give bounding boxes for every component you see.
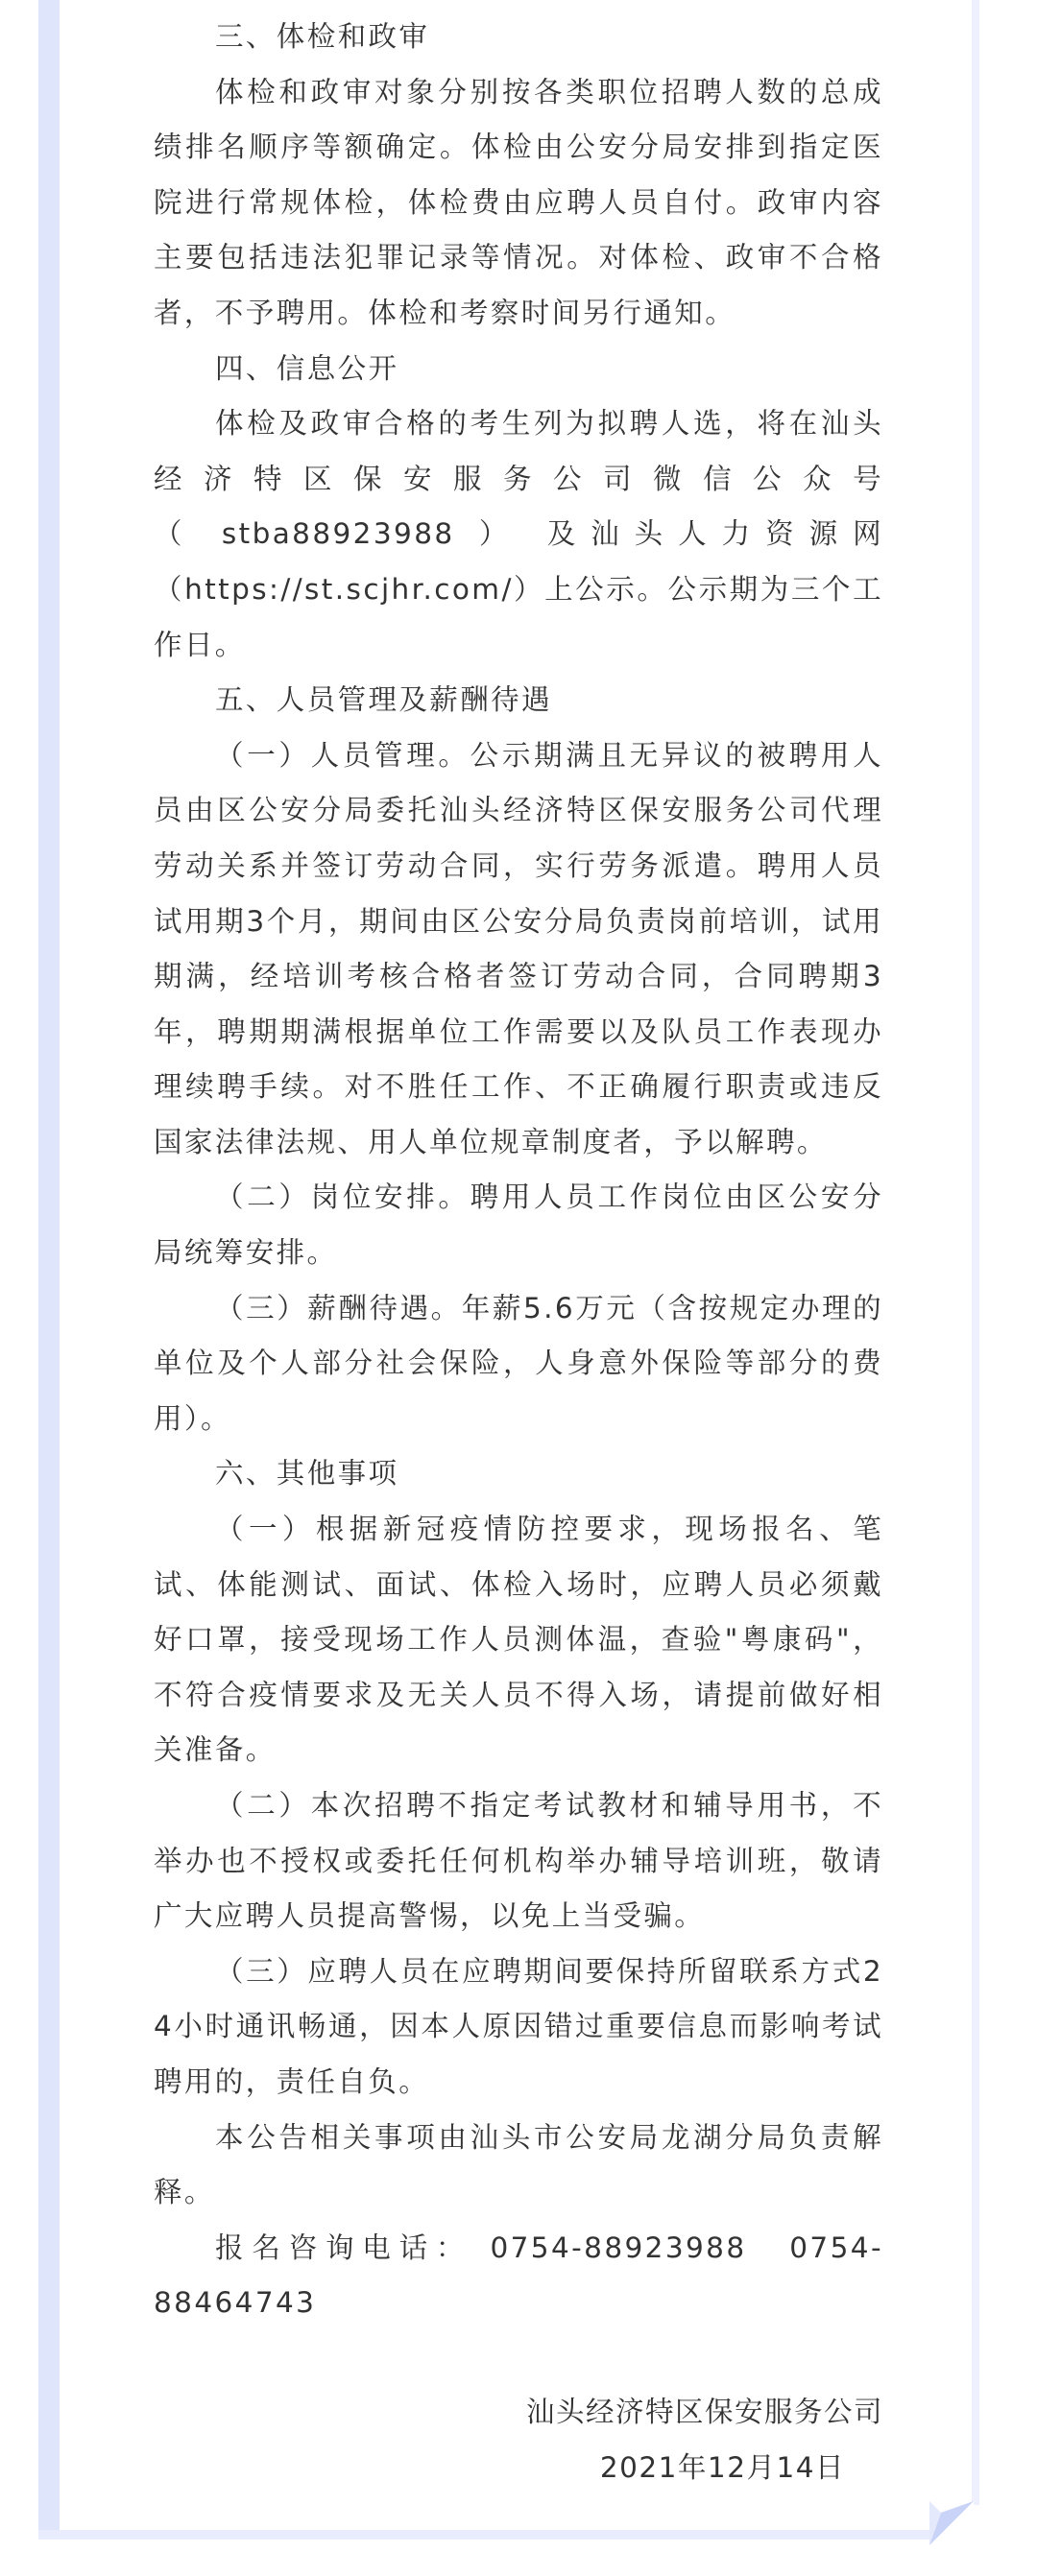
other-matters-item-2: （二）本次招聘不指定考试教材和辅导用书，不举办也不授权或委托任何机构举办辅导培训班，敬请广大应聘人员提高警惕，以免上当受骗。 [154, 1789, 883, 1933]
left-decorative-border [38, 0, 60, 2534]
personnel-management-item-1: （一）人员管理。公示期满且无异议的被聘用人员由区公安分局委托汕头经济特区保安服务公司代理劳动关系并签订劳动合同，实行劳务派遣。聘用人员试用期3个月，期间由区公安分局负责岗前培训，试用期满，经培训考核合格者签订劳动合同，合同聘期3年，聘期期满根据单位工作需要以及队员工作表现办理续聘手续。对不胜任工作、不正确履行职责或违反国家法律法规、用人单位规章制度者，予以解聘。 [154, 738, 883, 1158]
personnel-management-item-3: （三）薪酬待遇。年薪5.6万元（含按规定办理的单位及个人部分社会保险，人身意外保险等部分的费用）。 [154, 1291, 883, 1435]
section-heading-personnel-management: 五、人员管理及薪酬待遇 [215, 683, 552, 717]
section-body-physical-exam: 体检和政审对象分别按各类职位招聘人数的总成绩排名顺序等额确定。体检由公安分局安排到指定医院进行常规体检，体检费由应聘人员自付。政审内容主要包括违法犯罪记录等情况。对体检、政审不合格者，不予聘用。体检和考察时间另行通知。 [154, 75, 883, 329]
info-disclosure-line-2: 经济特区保安服务公司微信公众号 [154, 462, 883, 495]
page-fold-corner-icon [929, 2501, 974, 2545]
signature-organization: 汕头经济特区保安服务公司 [525, 2395, 883, 2428]
other-matters-item-1: （一）根据新冠疫情防控要求，现场报名、笔试、体能测试、面试、体检入场时，应聘人员必须戴好口罩，接受现场工作人员测体温，查验"粤康码"，不符合疫情要求及无关人员不得入场，请提前做好相关准备。 [154, 1513, 883, 1767]
contact-phone-line-1: 报名咨询电话： 0754-88923988 0754- [215, 2230, 883, 2264]
section-heading-info-disclosure: 四、信息公开 [215, 351, 399, 385]
right-decorative-border [972, 0, 979, 2505]
other-matters-item-3: （三）应聘人员在应聘期间要保持所留联系方式24小时通讯畅通，因本人原因错过重要信息而影响考试聘用的，责任自负。 [154, 1954, 883, 2098]
section-heading-other-matters: 六、其他事项 [215, 1457, 399, 1491]
personnel-management-item-2: （二）岗位安排。聘用人员工作岗位由区公安分局统筹安排。 [154, 1181, 883, 1270]
info-disclosure-line-3: （ stba88923988 ） 及汕头人力资源网 [154, 517, 883, 551]
contact-phone-line-2: 88464743 [154, 2286, 317, 2320]
announcement-body [154, 10, 883, 2495]
section-heading-physical-exam: 三、体检和政审 [215, 20, 430, 53]
signature-date: 2021年12月14日 [599, 2450, 845, 2484]
bottom-decorative-border [38, 2530, 960, 2540]
info-disclosure-line-4: （https://st.scjhr.com/）上公示。公示期为三个工作日。 [154, 572, 883, 661]
closing-explanation: 本公告相关事项由汕头市公安局龙湖分局负责解释。 [154, 2120, 883, 2209]
signature-spacer [154, 2331, 883, 2385]
info-disclosure-line-1: 体检及政审合格的考生列为拟聘人选，将在汕头 [215, 407, 883, 441]
